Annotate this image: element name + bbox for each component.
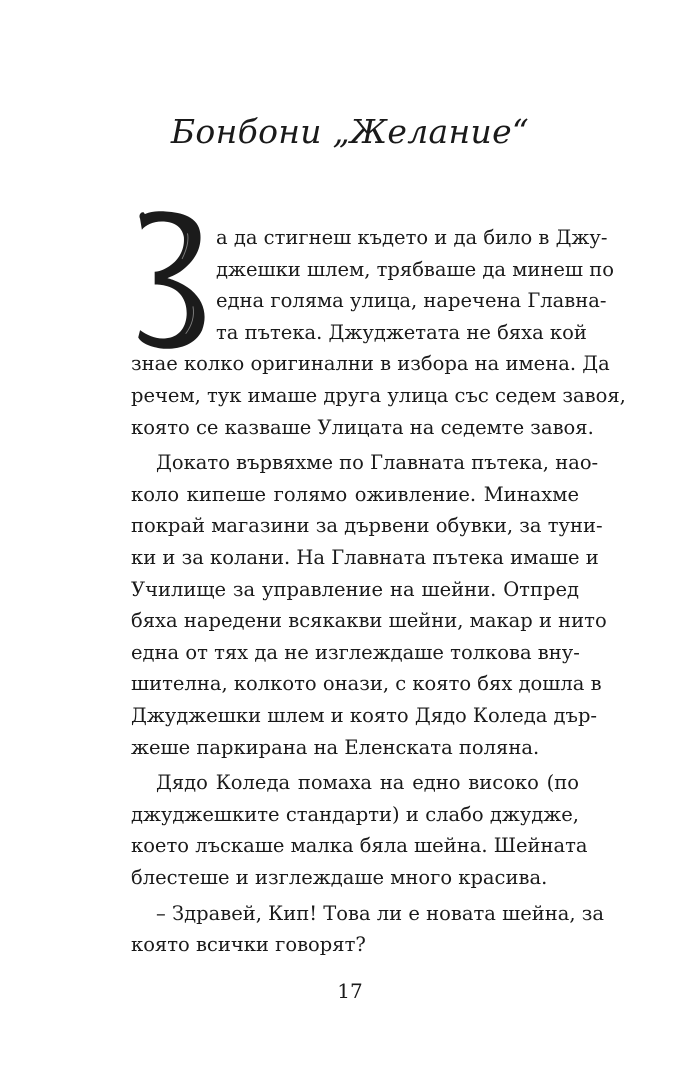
text-line-20: което лъскаше малка бяла шейна. Шейната [131, 834, 588, 858]
text-line-14: една от тях да не изглеждаше толкова вну- [131, 640, 580, 664]
text-line-23: която всички говорят? [131, 933, 366, 957]
text-line-13: бяха наредени всякакви шейни, макар и нито [131, 609, 607, 633]
text-line-2: джешки шлем, трябваше да минеш по [216, 257, 614, 281]
text-line-16: Джуджешки шлем и която Дядо Коледа дър- [131, 704, 598, 727]
text-line-1: а да стигнеш където и да било в Джу- [216, 226, 608, 249]
text-line-12: Училище за управление на шейни. Отпред [131, 577, 579, 601]
text-line-11: ки и за колани. На Главната пътека имаше и [131, 546, 599, 569]
chapter-title: Бонбони „Желание“ [170, 112, 530, 151]
text-line-8: Докато вървяхме по Главната пътека, нао- [156, 451, 599, 475]
drop-cap-letter [131, 206, 213, 352]
text-line-21: блестеше и изглеждаше много красива. [131, 866, 548, 889]
text-line-5: знае колко оригинални в избора на имена. Да [131, 352, 610, 376]
text-line-18: Дядо Коледа помаха на едно високо (по [156, 771, 579, 795]
page-number: 17 [337, 979, 363, 1003]
text-line-3: една голяма улица, наречена Главна- [216, 289, 607, 313]
text-line-7: която се казваше Улицата на седемте завоя. [131, 415, 594, 439]
text-line-6: речем, тук имаше друга улица със седем завоя, [131, 384, 626, 407]
text-line-17: жеше паркирана на Еленската поляна. [131, 735, 540, 759]
text-line-15: шителна, колкото онази, с която бях дошла в [131, 672, 602, 696]
text-line-10: покрай магазини за дървени обувки, за туни- [131, 514, 603, 538]
text-line-22: – Здравей, Кип! Това ли е новата шейна, за [156, 901, 605, 925]
text-line-19: джуджешките стандарти) и слабо джудже, [131, 802, 579, 826]
text-line-9: коло кипеше голямо оживление. Минахме [131, 482, 579, 506]
text-line-4: та пътека. Джуджетата не бяха кой [216, 320, 587, 344]
